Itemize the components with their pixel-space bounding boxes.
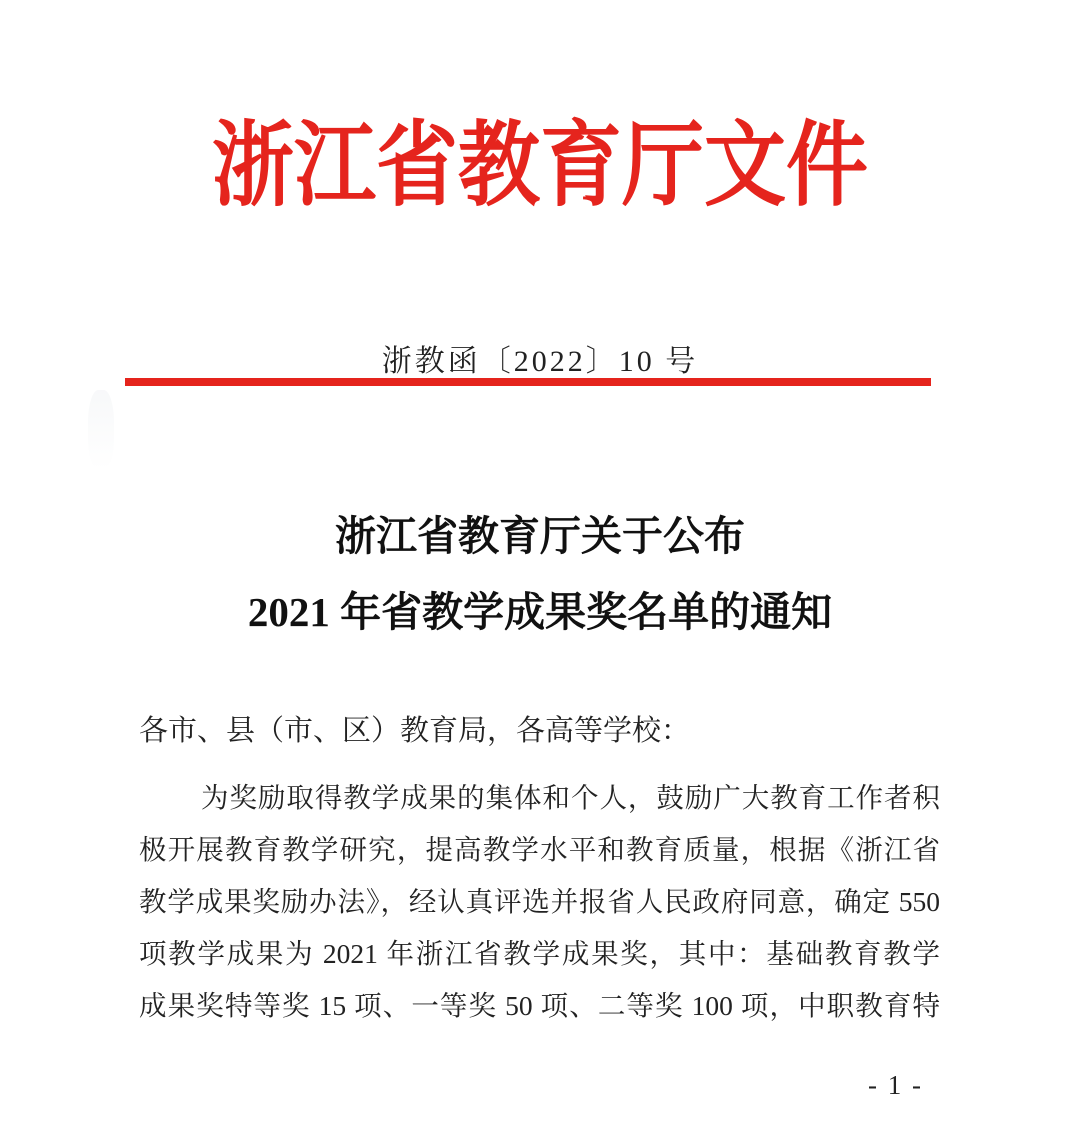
agency-letterhead-title: 浙江省教育厅文件 [211,114,868,218]
document-reference-number: 浙教函〔2022〕10 号 [381,345,699,378]
body-paragraph [139,772,940,1032]
notice-title-line2: 2021 年省教学成果奖名单的通知 [247,589,833,635]
scan-shading-artifact [88,390,114,470]
body-line: 项教学成果为 2021 年浙江省教学成果奖，其中：基础教育教学 [139,938,940,969]
body-line: 为奖励取得教学成果的集体和个人，鼓励广大教育工作者积 [201,782,940,813]
red-divider-rule [125,378,931,386]
body-line: 极开展教育教学研究，提高教学水平和教育质量，根据《浙江省 [139,834,940,865]
body-line: 成果奖特等奖 15 项、一等奖 50 项、二等奖 100 项，中职教育特 [139,990,940,1021]
salutation-line: 各市、县（市、区）教育局，各高等学校： [139,715,691,747]
page-number: - 1 - [868,1070,923,1100]
notice-title-line1: 浙江省教育厅关于公布 [335,513,745,559]
body-line: 教学成果奖励办法》，经认真评选并报省人民政府同意，确定 550 [139,886,940,917]
